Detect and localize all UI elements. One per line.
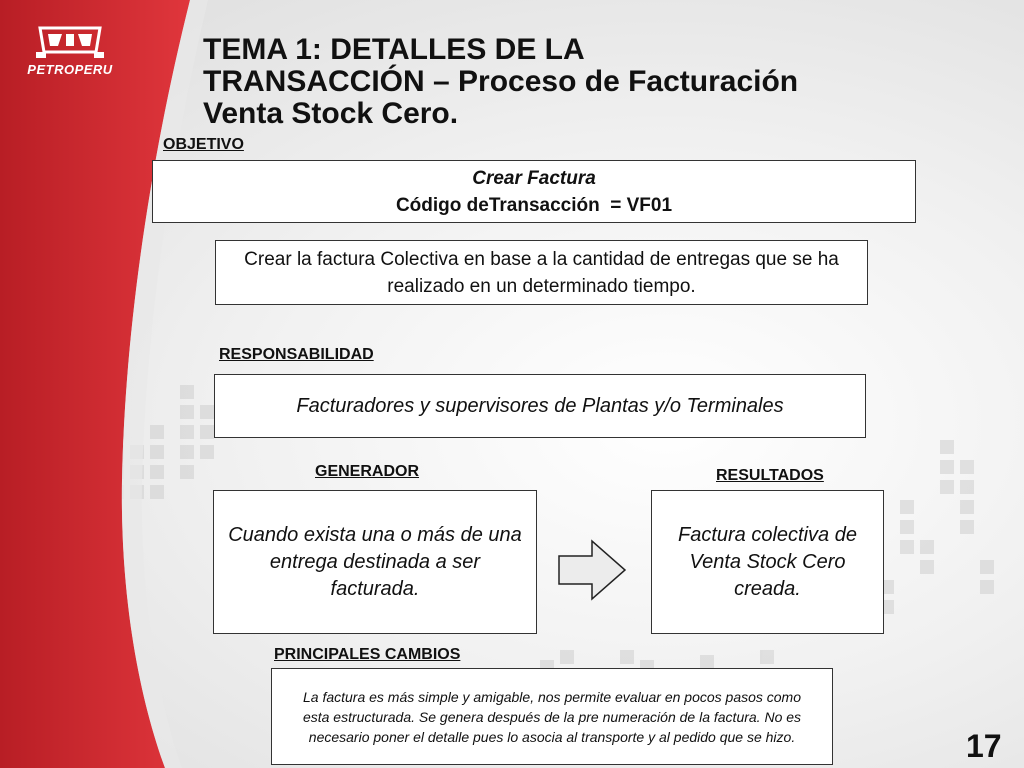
responsabilidad-text: Facturadores y supervisores de Plantas y/o Terminales: [296, 394, 784, 417]
resultados-box: [651, 490, 884, 634]
resultados-text: Factura colectiva de Venta Stock Cero creada.: [678, 523, 857, 600]
arrow-right-icon: [556, 538, 628, 602]
petroperu-logo-icon: [14, 22, 126, 62]
principales-cambios-box: [271, 668, 833, 765]
responsabilidad-label: RESPONSABILIDAD: [219, 346, 374, 363]
objetivo-description-box: [215, 240, 868, 305]
title-line-2: TRANSACCIÓN – Proceso de Facturación: [203, 65, 799, 98]
objetivo-label: OBJETIVO: [163, 136, 244, 153]
title-line-3: Venta Stock Cero.: [203, 97, 459, 130]
objetivo-box: [152, 160, 916, 223]
resultados-label: RESULTADOS: [716, 467, 824, 484]
generador-text: Cuando exista una o más de una entrega destinada a ser facturada.: [228, 523, 522, 600]
principales-cambios-label: PRINCIPALES CAMBIOS: [274, 646, 461, 663]
objetivo-line-2: Código deTransacción = VF01: [395, 194, 673, 216]
title-line-1: TEMA 1: DETALLES DE LA: [203, 33, 585, 66]
page-title: [203, 34, 923, 130]
responsabilidad-box: [214, 374, 866, 438]
objetivo-description: Crear la factura Colectiva en base a la cantidad de entregas que se ha realizado en un determinado tiempo.: [244, 248, 839, 297]
objetivo-line-1: Crear Factura: [472, 167, 596, 189]
petroperu-logo: [14, 22, 126, 84]
logo-text: PETROPERU: [27, 62, 113, 77]
principales-cambios-text: La factura es más simple y amigable, nos permite evaluar en pocos pasos como esta estructurada. Se genera después de la pre numeración de la factura. No es necesario poner el detalle pues lo asocia al transporte y al pedido que se hizo.: [302, 688, 802, 745]
generador-label: GENERADOR: [315, 463, 420, 480]
generador-box: [213, 490, 537, 634]
page-number: 17: [966, 728, 1002, 764]
